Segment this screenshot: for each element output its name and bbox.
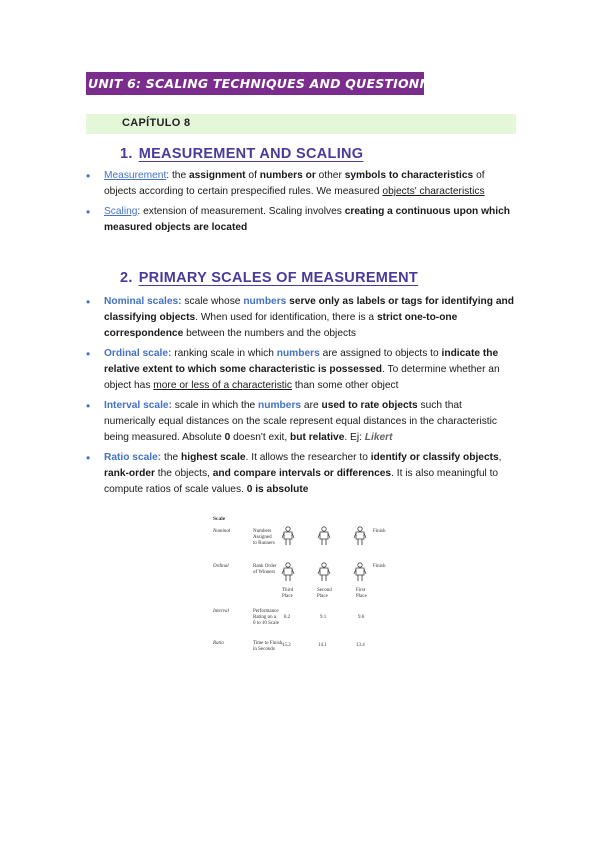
row-desc: Performance [253,609,279,614]
row-desc: Assigned [253,535,272,540]
interval-value: 9.6 [358,615,365,620]
row-desc: Time to Finish, [253,641,284,646]
term: Scaling [104,206,138,217]
place-label: Third [282,588,294,593]
row-desc: 0 to 10 Scale [253,621,279,626]
interval-value: 8.2 [284,615,291,620]
runner-icon [353,562,367,582]
ratio-value: 14.1 [318,643,327,648]
runner-icon [317,562,331,582]
interval-value: 9.1 [320,615,327,620]
bullet-scaling: • Scaling: extension of measurement. Scaling involves creating a continuous upon which measured objects are located [104,204,514,236]
term: Ordinal scale: [104,348,172,359]
term: Interval scale: [104,400,172,411]
place-label: Second [317,588,332,593]
term: Nominal scales: [104,296,182,307]
finish-label: Finish [373,529,386,534]
place-label: First [356,588,366,593]
term: Measurement [104,170,167,181]
section-title: PRIMARY SCALES OF MEASUREMENT [138,270,419,286]
bullet-measurement: • Measurement: the assignment of numbers or other symbols to characteristics of objects according to certain prespecified rules. We measured objects' characteristics [104,168,514,200]
unit-title: UNIT 6: SCALING TECHNIQUES AND QUESTIONNAIRE [86,72,424,95]
section-title: MEASUREMENT AND SCALING [138,146,364,162]
row-desc: to Runners [253,541,275,546]
finish-label: Finish [373,564,386,569]
row-label-nominal: Nominal [213,529,231,534]
section-number: 1. [120,146,133,162]
bullet-nominal: • Nominal scales: scale whose numbers serve only as labels or tags for identifying and classifying objects. When used for identification, there is a strict one-to-one correspondence between the numbers and the objects [104,294,514,342]
row-label-ratio: Ratio [213,641,224,646]
section-heading-2 [120,270,418,286]
row-desc: Rating on a [253,615,277,620]
term: Ratio scale: [104,452,162,463]
bullet-interval: • Interval scale: scale in which the numbers are used to rate objects such that numerically equal distances on the scale represent equal distances in the characteristic being measured. Absolute 0 doesn't exit, but relative. Ej: Likert [104,398,514,446]
place-label: Place [317,594,328,599]
place-label: Place [282,594,293,599]
section-heading-1 [120,146,363,162]
chapter-banner [86,114,516,134]
runner-icon [317,526,331,546]
runner-icon [353,526,367,546]
runner-icon [281,526,295,546]
bullet-ordinal: • Ordinal scale: ranking scale in which numbers are assigned to objects to indicate the relative extent to which some characteristic is possessed. To determine whether an object has more or less of a characteristic than some other object [104,346,514,394]
ratio-value: 13.4 [356,643,365,648]
place-label: Place [356,594,367,599]
row-label-interval: Interval [213,609,229,614]
scales-figure [205,510,395,660]
row-desc: Rank Order [253,564,277,569]
chapter-label: CAPÍTULO 8 [122,117,191,129]
runner-icon [281,562,295,582]
row-desc: in Seconds [253,647,275,652]
ratio-value: 15.2 [282,643,291,648]
section-number: 2. [120,270,133,286]
row-label-ordinal: Ordinal [213,564,229,569]
row-desc: of Winners [253,570,276,575]
row-desc: Numbers [253,529,272,534]
bullet-ratio: • Ratio scale: the highest scale. It allows the researcher to identify or classify objects, rank-order the objects, and compare intervals or differences. It is also meaningful to compute ratios of scale values. 0 is absolute [104,450,514,498]
figure-header: Scale [213,516,226,522]
